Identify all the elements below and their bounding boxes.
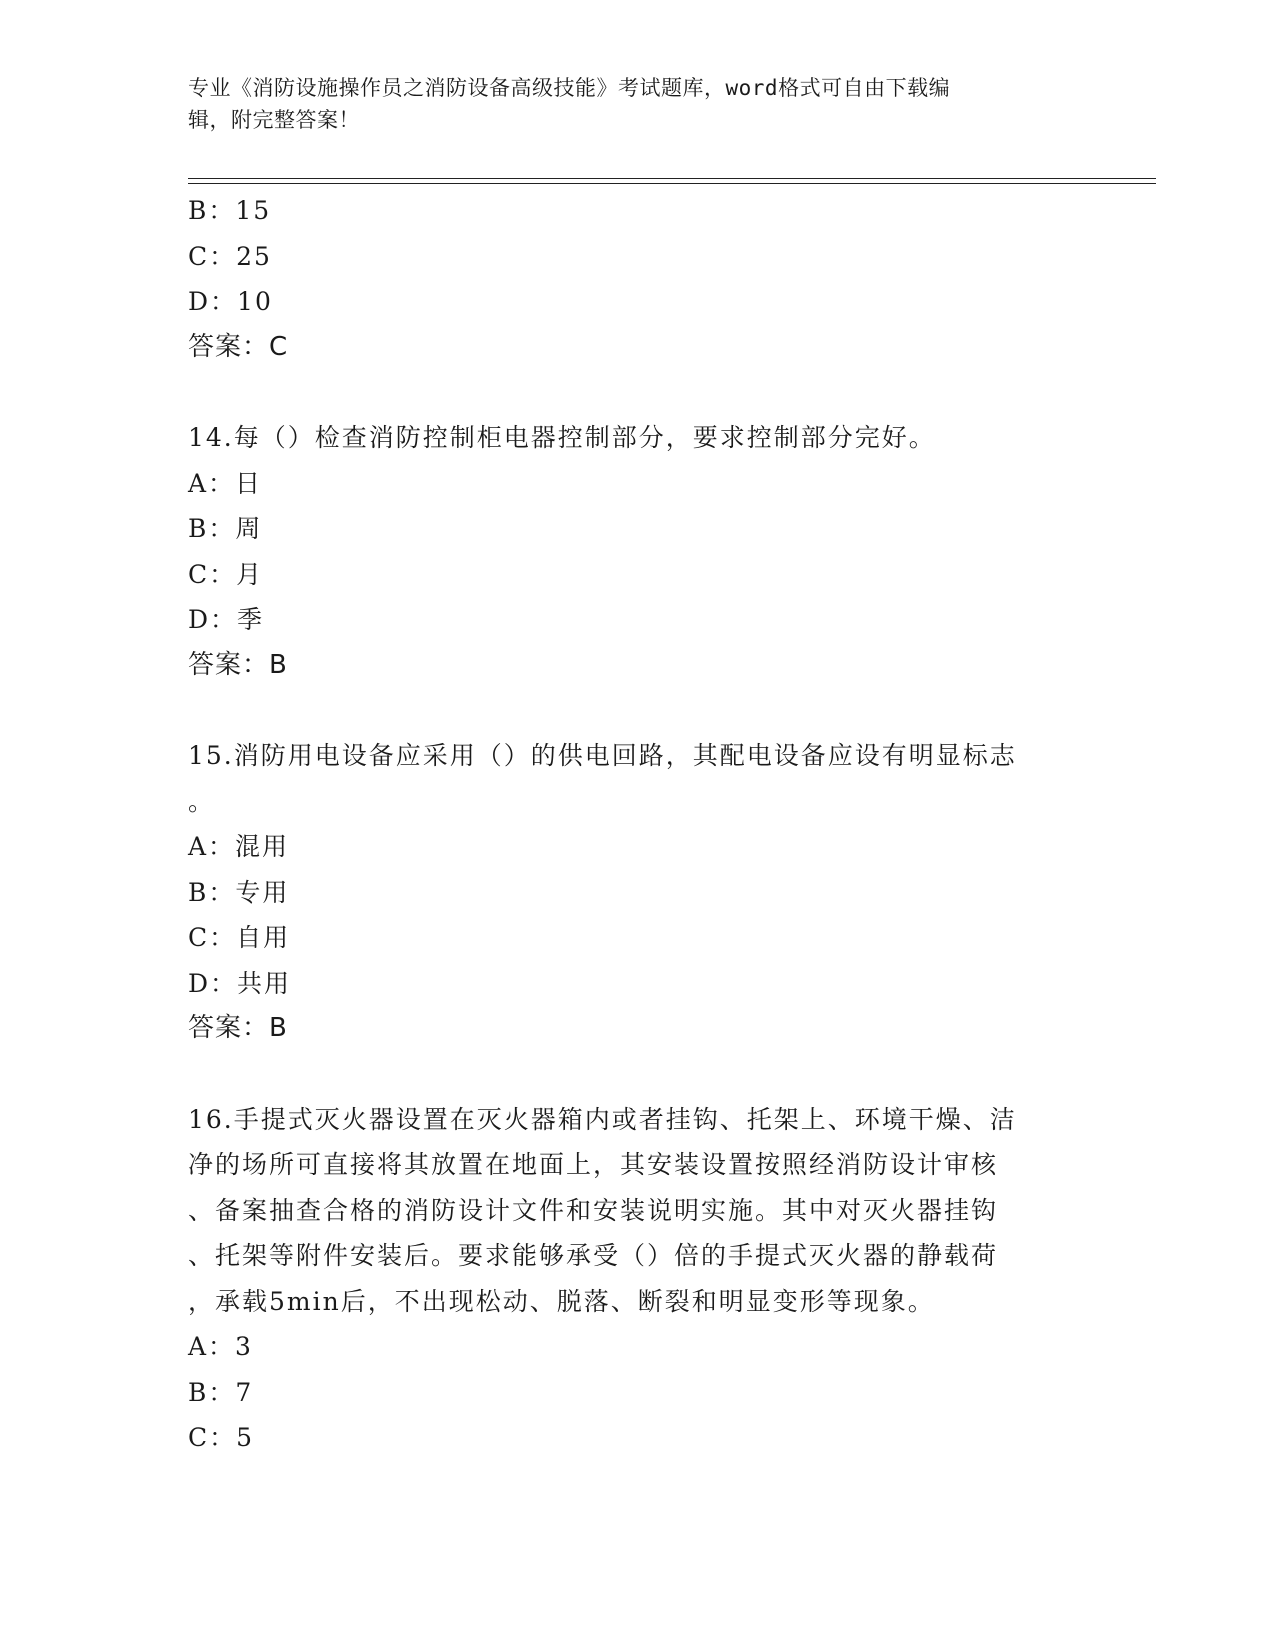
- option-d: D：10: [188, 287, 273, 316]
- header-line-1: 专业《消防设施操作员之消防设备高级技能》考试题库，word格式可自由下载编: [188, 76, 951, 100]
- option-d: D：共用: [188, 968, 292, 998]
- option-d: D：季: [188, 605, 265, 634]
- option-a: A：混用: [188, 832, 290, 861]
- question-list: [188, 188, 1088, 1461]
- question-stem-line: 净的场所可直接将其放置在地面上，其安装设置按照经消防设计审核: [188, 1150, 999, 1179]
- question-16: [188, 1097, 1088, 1461]
- option-c: C：5: [188, 1423, 255, 1452]
- option-b: B：专用: [188, 877, 290, 907]
- option-c: C：月: [188, 559, 264, 589]
- document-header: [188, 72, 1068, 136]
- answer: 答案：C: [188, 331, 289, 362]
- question-stem: 14.每（）检查消防控制柜电器控制部分，要求控制部分完好。: [188, 423, 936, 452]
- option-a: A：日: [188, 468, 263, 498]
- question-14: [188, 415, 1088, 688]
- question-stem-line: ，承载5min后，不出现松动、脱落、断裂和明显变形等现象。: [188, 1286, 935, 1316]
- question-stem-line: 15.消防用电设备应采用（）的供电回路，其配电设备应设有明显标志: [188, 741, 1017, 770]
- answer: 答案：B: [188, 1013, 288, 1043]
- header-divider-bottom: [188, 183, 1156, 184]
- option-c: C：自用: [188, 923, 291, 952]
- option-a: A：3: [188, 1332, 253, 1361]
- question-15: [188, 733, 1088, 1052]
- header-line-2: 辑，附完整答案！: [188, 108, 360, 132]
- question-stem-line: 、托架等附件安装后。要求能够承受（）倍的手提式灭火器的静载荷: [188, 1241, 999, 1270]
- question-stem-line: 。: [188, 786, 216, 816]
- option-b: B：15: [188, 196, 272, 225]
- question-13: [188, 188, 1088, 370]
- option-c: C：25: [188, 241, 272, 271]
- answer: 答案：B: [188, 649, 288, 680]
- question-stem-line: 、备案抽查合格的消防设计文件和安装说明实施。其中对灭火器挂钩: [188, 1195, 999, 1225]
- option-b: B：周: [188, 514, 263, 543]
- option-b: B：7: [188, 1377, 254, 1407]
- question-stem-line: 16.手提式灭火器设置在灭火器箱内或者挂钩、托架上、环境干燥、洁: [188, 1104, 1017, 1134]
- header-divider-top: [188, 178, 1156, 179]
